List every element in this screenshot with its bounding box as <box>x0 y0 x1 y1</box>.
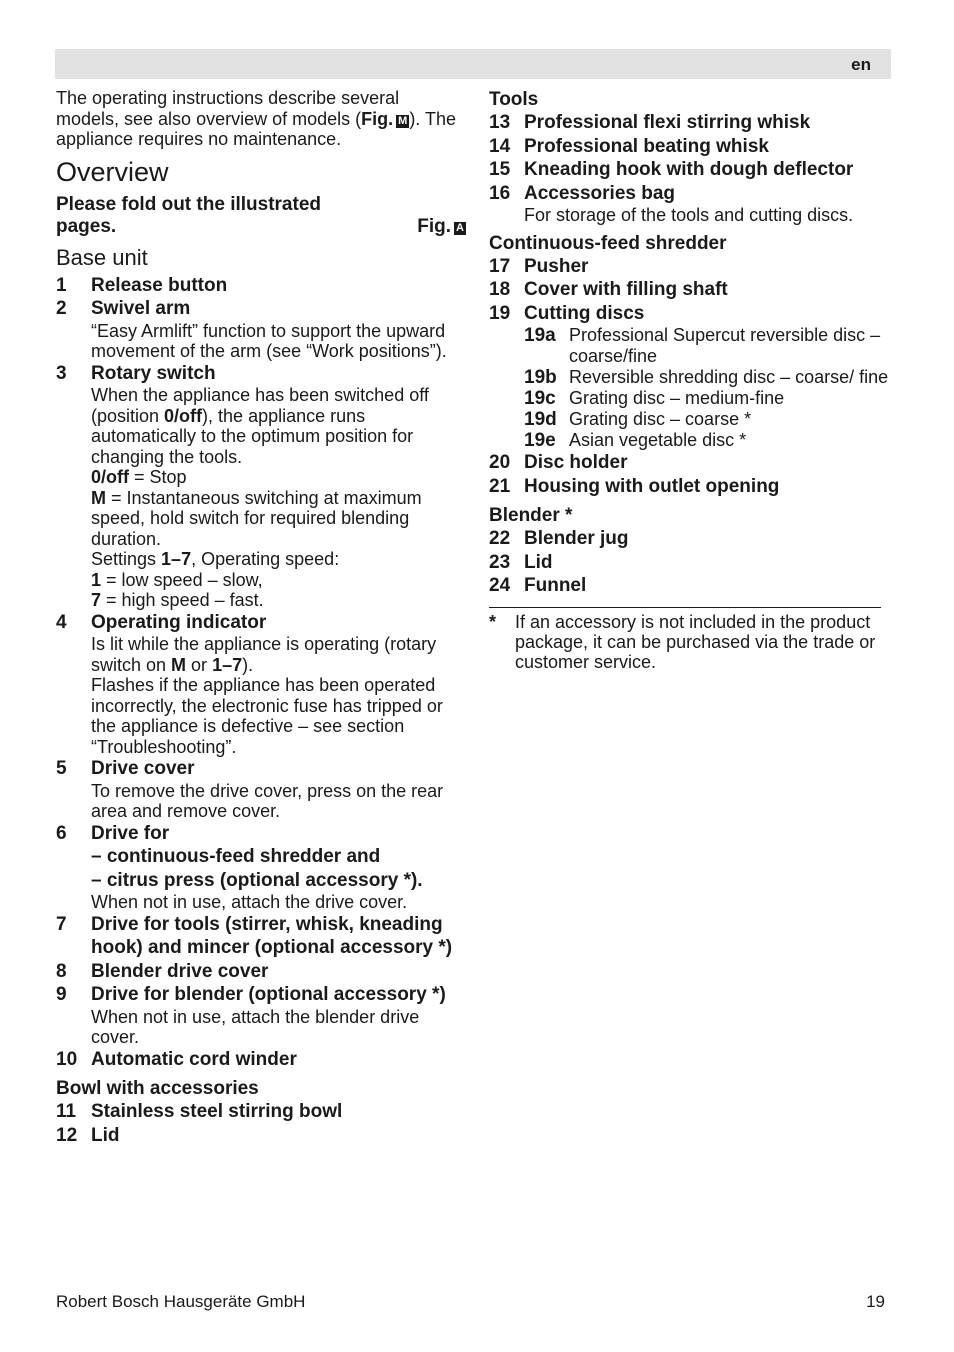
fold-out-note: Please fold out the illustrated pages. Fig. A <box>56 193 464 237</box>
list-item: 1 Release button <box>56 274 228 296</box>
fig-letter-box: A <box>456 221 464 234</box>
item-description: 7 = high speed – fast. <box>91 590 264 610</box>
footnote-divider <box>489 607 881 608</box>
item-description: When the appliance has been switched off (position 0/off), the appliance runs automatically to the optimum position for changing the tools. <box>91 385 429 467</box>
item-description: “Easy Armlift” function to support the upward movement of the arm (see “Work positions”). <box>91 320 447 361</box>
sub-list-item: 19e Asian vegetable disc * <box>524 430 747 451</box>
base-unit-heading: Base unit <box>56 244 148 270</box>
item-description: 1 = low speed – slow, <box>91 569 263 590</box>
item-description: 0/off = Stop <box>91 467 187 487</box>
list-item: 20 Disc holder <box>489 452 628 473</box>
item-description: When not in use, attach the drive cover. <box>91 892 408 912</box>
intro-paragraph: The operating instructions describe several models, see also overview of models (Fig. M ). The appliance requires no maintenance. <box>56 88 456 149</box>
list-item: 19 Cutting discs <box>489 302 645 324</box>
list-item: 17 Pusher <box>489 255 589 277</box>
blender-heading: Blender * <box>489 505 573 526</box>
right-column <box>489 88 889 672</box>
sub-list-item: 19d Grating disc – coarse * <box>524 409 752 430</box>
item-description: For storage of the tools and cutting discs. <box>524 205 854 225</box>
left-column <box>56 88 466 1147</box>
list-item: 8 Blender drive cover <box>56 960 269 982</box>
list-item: 10 Automatic cord winder <box>56 1048 297 1070</box>
list-item: 22 Blender jug <box>489 528 629 549</box>
page-number: 19 <box>866 1292 885 1311</box>
list-item: 12 Lid <box>56 1124 120 1146</box>
item-description: Is lit while the appliance is operating (rotary switch on M or 1–7). <box>91 634 437 675</box>
list-item: 3 Rotary switch <box>56 362 216 384</box>
fig-reference: Fig. <box>361 108 394 129</box>
list-item: 7 Drive for tools (stirrer, whisk, kneading hook) and mincer (optional accessory *) <box>56 913 453 958</box>
list-item: 11 Stainless steel stirring bowl <box>56 1101 343 1122</box>
list-item: 14 Professional beating whisk <box>489 135 769 157</box>
list-item: 5 Drive cover <box>56 758 195 779</box>
fold-fig-ref: Fig. A <box>417 215 464 237</box>
item-description: Settings 1–7, Operating speed: <box>91 549 340 569</box>
list-item: 15 Kneading hook with dough deflector <box>489 159 854 180</box>
item-description: When not in use, attach the blender drive cover. <box>91 1006 420 1047</box>
shredder-heading: Continuous-feed shredder <box>489 232 727 254</box>
item-description: Flashes if the appliance has been operated incorrectly, the electronic fuse has tripped or the appliance is defective – see section “Troubleshooting”. <box>91 675 443 757</box>
list-item: 4 Operating indicator <box>56 611 267 633</box>
list-item: 2 Swivel arm <box>56 298 191 319</box>
language-code: en <box>851 55 871 74</box>
list-item: 9 Drive for blender (optional accessory *) <box>56 984 446 1005</box>
list-item: 6 Drive for – continuous-feed shredder and – citrus press (optional accessory *). <box>56 822 423 891</box>
sub-list-item: 19c Grating disc – medium-fine <box>524 388 785 409</box>
list-item: 23 Lid <box>489 551 553 573</box>
header-bar <box>55 49 891 79</box>
list-item: 13 Professional flexi stirring whisk <box>489 112 811 133</box>
footer-company: Robert Bosch Hausgeräte GmbH <box>56 1292 306 1311</box>
fig-letter-box: M <box>398 114 408 127</box>
list-item: 21 Housing with outlet opening <box>489 475 780 497</box>
sub-list-item: 19b Reversible shredding disc – coarse/ fine <box>524 367 889 388</box>
overview-heading: Overview <box>56 156 169 187</box>
tools-heading: Tools <box>489 89 539 110</box>
item-description: M = Instantaneous switching at maximum speed, hold switch for required blending duration. <box>91 487 422 549</box>
list-item: 18 Cover with filling shaft <box>489 279 728 300</box>
bowl-heading: Bowl with accessories <box>56 1078 259 1099</box>
sub-list-item: 19a Professional Supercut reversible disc – coarse/fine <box>524 325 881 366</box>
list-item: 24 Funnel <box>489 575 587 596</box>
footnote: * If an accessory is not included in the product package, it can be purchased via the trade or customer service. <box>489 611 876 672</box>
item-description: To remove the drive cover, press on the rear area and remove cover. <box>91 780 444 821</box>
list-item: 16 Accessories bag <box>489 182 676 204</box>
